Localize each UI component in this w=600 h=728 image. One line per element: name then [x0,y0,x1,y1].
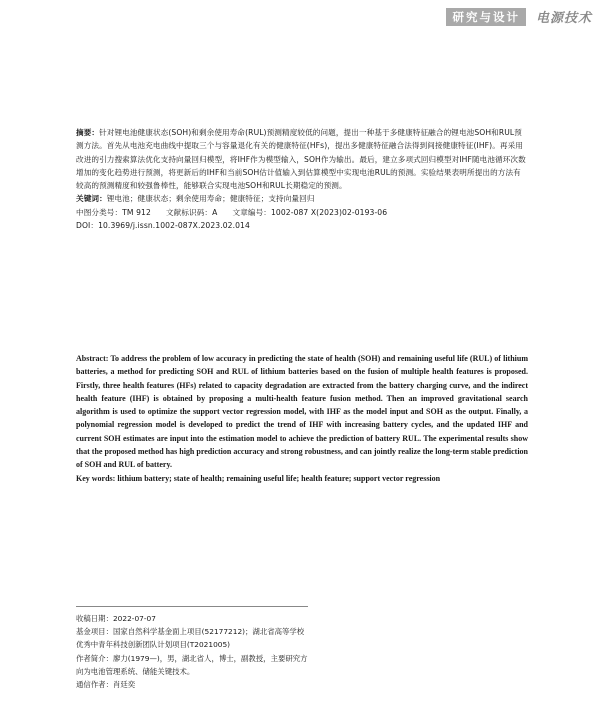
corresponding-value: 肖廷奕 [112,680,136,690]
clc-label: 中图分类号： [76,207,123,217]
fund-value: 国家自然科学基金面上项目(52177212)；湖北省高等学校优秀中青年科技创新团队计划项目(T2021005) [76,627,305,650]
fund-info [76,625,308,651]
article-no-label: 文章编号： [232,207,271,217]
doc-code-label: 文献标识码： [165,207,213,217]
corresponding-label: 通信作者： [76,680,113,690]
chinese-abstract-label: 摘要： [76,128,100,137]
english-abstract [76,352,528,472]
english-keywords-text: lithium battery; state of health; remaining useful life; health feature; support vector regression [117,473,441,483]
doi-label: DOI： [76,221,99,231]
fund-label: 基金项目： [76,627,113,637]
author-info [76,652,308,678]
received-date [76,612,308,625]
article-no-value: 1002-087 X(2023)02-0193-06 [271,207,388,217]
chinese-keywords [76,192,528,205]
corresponding-author [76,678,308,691]
footnote-divider [76,606,308,607]
doc-code-value: A [212,207,218,217]
english-keywords [76,472,528,485]
english-abstract-block [76,352,528,485]
running-header [446,7,592,26]
doi-value: 10.3969/j.issn.1002-087X.2023.02.014 [98,221,250,231]
english-abstract-text: To address the problem of low accuracy in predicting the state of health (SOH) and remaining useful life (RUL) of lithium batteries, a method for predicting SOH and RUL of lithium batteries based on the fusion of multiple health features is proposed. Firstly, three health features (HFs) related to capacity degradation are extracted from the battery charging curve, and the indirect health feature (IHF) is obtained by proposing a multi-health feature fusion method. Then an improved gravitational search algorithm is used to optimize the support vector regression model, with IHF as the model input and SOH as the output. Finally, a polynomial regression model is developed to predict the trend of IHF with increasing battery cycles, and the updated IHF and current SOH estimates are input into the estimation model to achieve the prediction of battery RUL. The experimental results show that the proposed method has high prediction accuracy and strong robustness, and can jointly realize the long-term stable prediction of SOH and RUL of battery. [76,354,528,470]
author-label: 作者简介： [76,653,113,663]
section-label: 研究与设计 [446,8,526,26]
chinese-abstract [76,126,528,192]
chinese-keywords-text: 锂电池；健康状态；剩余使用寿命；健康特征；支持向量回归 [106,194,315,204]
chinese-abstract-block [76,126,528,232]
footnote-block [76,612,308,691]
english-keywords-label: Key words: [76,473,116,483]
chinese-keywords-label: 关键词： [76,194,107,204]
english-abstract-label: Abstract: [76,354,109,363]
journal-name: 电源技术 [535,11,592,26]
chinese-abstract-text: 针对锂电池健康状态(SOH)和剩余使用寿命(RUL)预测精度较低的问题，提出一种基于多健康特征融合的锂电池SOH和RUL预测方法。首先从电池充电曲线中提取三个与容量退化有关的健康特征(HFs)，提出多健康特征融合法得到间接健康特征(IHF)。再采用改进的引力搜索算法优化支持向量回归模型，将IHF作为模型输入，SOH作为输出。最后，建立多项式回归模型对IHF随电池循环次数增加的变化趋势进行预测，将更新后的IHF和当前SOH估计值输入到估算模型中实现电池RUL的预测。实验结果表明所提出的方法有较高的预测精度和较强鲁棒性，能够联合实现电池SOH和RUL长期稳定的预测。 [76,128,526,191]
received-value: 2022-07-07 [112,614,156,623]
doi-line [76,219,528,232]
classification-line [76,206,528,219]
author-value: 廖力(1979—)，男，湖北省人，博士，副教授，主要研究方向为电池管理系统、储能关键技术。 [76,653,308,676]
clc-value: TM 912 [122,207,151,217]
received-label: 收稿日期： [76,614,113,623]
